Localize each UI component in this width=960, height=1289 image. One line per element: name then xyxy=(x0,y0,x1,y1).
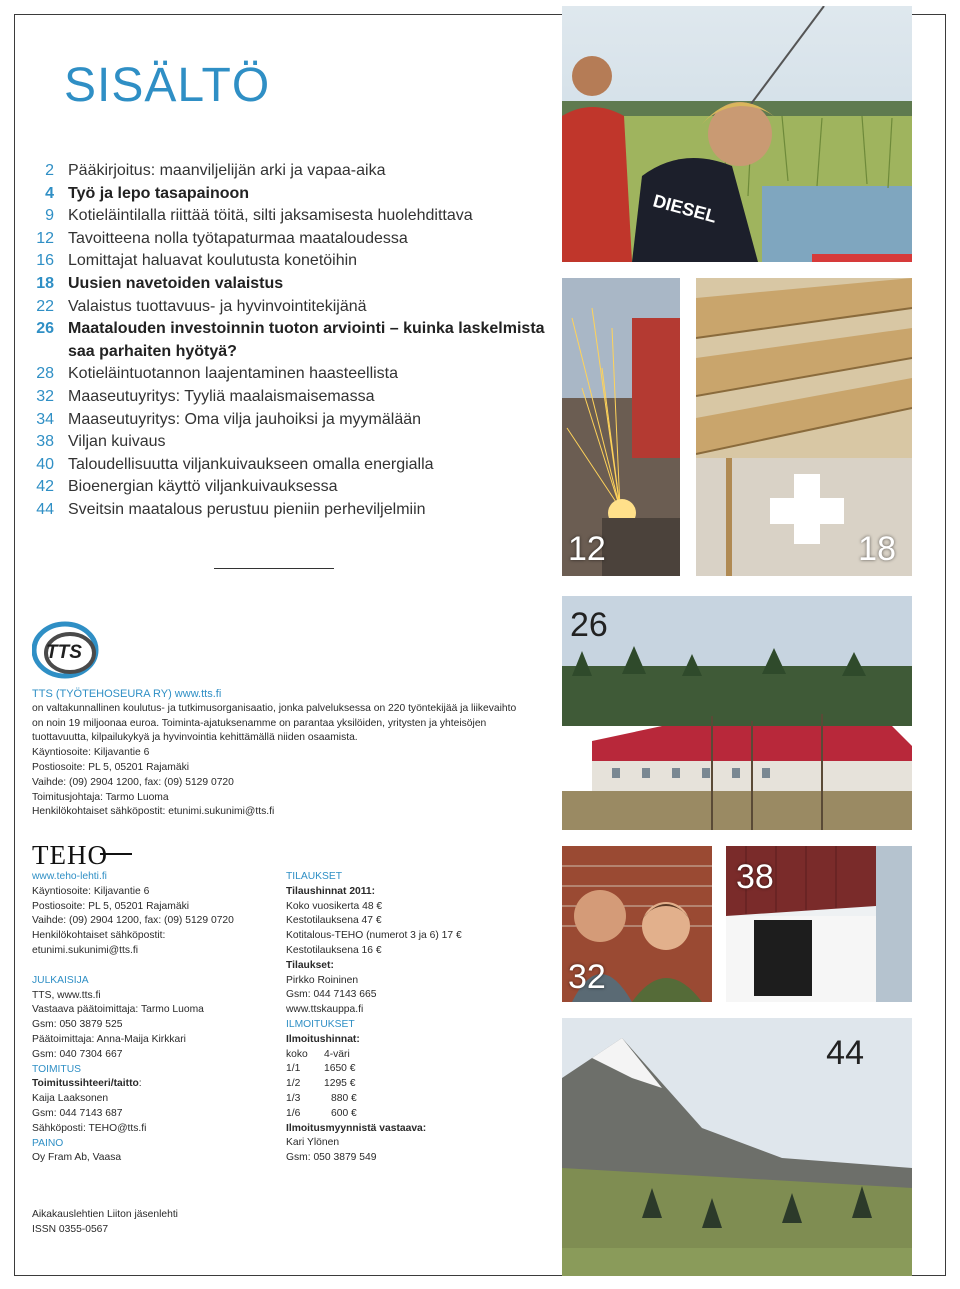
toc-page-number: 44 xyxy=(36,500,54,518)
publisher-heading: JULKAISIJA xyxy=(32,974,89,986)
ad-price-row xyxy=(286,1048,506,1063)
ad-price: 4-väri xyxy=(324,1048,350,1060)
ad-size: koko xyxy=(286,1048,308,1060)
tts-line: Vaihde: (09) 2904 1200, fax: (09) 5129 0720 xyxy=(32,776,234,788)
toc-title: Valaistus tuottavuus- ja hyvinvointitekijänä xyxy=(68,297,367,315)
toc-page-number: 38 xyxy=(36,433,54,451)
toc-item[interactable] xyxy=(26,499,546,522)
ad-price-row xyxy=(286,1107,506,1122)
orders-line: www.ttskauppa.fi xyxy=(286,1004,364,1016)
publisher-line: Vastaava päätoimittaja: Tarmo Luoma xyxy=(32,1004,204,1016)
tts-line: Toimitusjohtaja: Tarmo Luoma xyxy=(32,791,169,803)
toc-item[interactable] xyxy=(26,160,546,183)
toc-title: Kotieläintuotannon laajentaminen haasteellista xyxy=(68,365,399,383)
ad-price: 1295 € xyxy=(324,1078,356,1090)
teho-website-link[interactable]: www.teho-lehti.fi xyxy=(32,871,107,882)
toc-page-number: 9 xyxy=(45,207,54,225)
ads-prices-heading: Ilmoitushinnat: xyxy=(286,1033,360,1045)
toc-title: Kotieläintilalla riittää töitä, silti jaksamisesta huolehdittava xyxy=(68,207,473,225)
editorial-line: Gsm: 044 7143 687 xyxy=(32,1107,123,1119)
tts-line: Henkilökohtaiset sähköpostit: etunimi.sukunimi@tts.fi xyxy=(32,806,275,818)
orders-line: Gsm: 044 7143 665 xyxy=(286,989,377,1001)
ad-size: 1/1 xyxy=(286,1063,301,1075)
toc-title: Maatalouden investoinnin tuoton arviointi – kuinka laskelmista saa parhaiten hyötyä? xyxy=(68,320,545,360)
toc-title: Viljan kuivaus xyxy=(68,433,166,451)
price-line: Kestotilauksena 16 € xyxy=(286,944,382,956)
ad-price: 880 € xyxy=(331,1092,357,1104)
toc-item[interactable] xyxy=(26,386,546,409)
publisher-line: Gsm: 040 7304 667 xyxy=(32,1048,123,1060)
toc-item[interactable] xyxy=(26,318,546,363)
toc-title: Maaseutuyritys: Tyyliä maalaismaisemassa xyxy=(68,387,375,405)
photo-farm-building xyxy=(562,596,912,830)
svg-text:DIESEL: DIESEL xyxy=(650,190,719,227)
teho-logo xyxy=(32,842,136,870)
toc-item[interactable] xyxy=(26,273,546,296)
orders-heading: TILAUKSET xyxy=(286,871,343,882)
photo-label-38: 38 xyxy=(736,858,774,896)
photo-label-18: 18 xyxy=(858,530,896,568)
toc-item[interactable] xyxy=(26,205,546,228)
ads-heading: ILMOITUKSET xyxy=(286,1018,355,1030)
teho-column xyxy=(32,870,262,1166)
toc-item[interactable] xyxy=(26,409,546,432)
toc-item[interactable] xyxy=(26,296,546,319)
ad-price-row xyxy=(286,1062,506,1077)
toc-page-number: 34 xyxy=(36,410,54,428)
price-line: Kotitalous-TEHO (numerot 3 ja 6) 17 € xyxy=(286,930,462,942)
publisher-line: Gsm: 050 3879 525 xyxy=(32,1019,123,1031)
tts-line: Postiosoite: PL 5, 05201 Rajamäki xyxy=(32,761,190,773)
page-title: SISÄLTÖ xyxy=(64,59,271,112)
toc-item[interactable] xyxy=(26,183,546,206)
editorial-role-colon: : xyxy=(138,1078,142,1090)
tts-line: tuottavuutta, kilpailukykyä ja hyvinvointia kehittämällä niiden osaamista. xyxy=(32,732,358,744)
price-line: Koko vuosikerta 48 € xyxy=(286,900,383,912)
tts-info xyxy=(32,687,532,820)
toc-page-number: 26 xyxy=(36,320,54,338)
teho-line: etunimi.sukunimi@tts.fi xyxy=(32,944,139,956)
toc-page-number: 18 xyxy=(36,274,54,292)
ad-size: 1/6 xyxy=(286,1107,301,1119)
toc-title: Työ ja lepo tasapainoon xyxy=(68,184,250,202)
footer-line: ISSN 0355-0567 xyxy=(32,1223,109,1235)
footer-line: Aikakauslehtien Liiton jäsenlehti xyxy=(32,1209,178,1220)
teho-logo-text: TEHO xyxy=(32,842,108,870)
photo-grinding xyxy=(562,278,680,576)
toc-title: Sveitsin maatalous perustuu pieniin perheviljelmiin xyxy=(68,500,426,518)
toc-title: Pääkirjoitus: maanviljelijän arki ja vapaa-aika xyxy=(68,162,386,179)
orders-column xyxy=(286,870,506,1166)
toc-title: Tavoitteena nolla työtapaturmaa maataloudessa xyxy=(68,229,408,247)
footer xyxy=(32,1208,178,1238)
tts-line: Käyntiosoite: Kiljavantie 6 xyxy=(32,747,150,759)
photo-label-32: 32 xyxy=(568,958,606,996)
toc-page-number: 4 xyxy=(45,184,54,202)
orders-line: Pirkko Roininen xyxy=(286,974,359,986)
photo-fishing xyxy=(562,6,912,262)
orders-subheading: Tilaukset: xyxy=(286,959,334,971)
toc-item[interactable] xyxy=(26,431,546,454)
toc-title: Bioenergian käyttö viljankuivauksessa xyxy=(68,478,338,496)
toc-title: Maaseutuyritys: Oma vilja jauhoiksi ja myymälään xyxy=(68,410,422,428)
toc-item[interactable] xyxy=(26,228,546,251)
ad-price-row xyxy=(286,1077,506,1092)
toc-page-number: 2 xyxy=(45,162,54,179)
ads-contact-line: Kari Ylönen xyxy=(286,1137,340,1149)
teho-line: Henkilökohtaiset sähköpostit: xyxy=(32,930,166,942)
tts-line: on valtakunnallinen koulutus- ja tutkimusorganisaatio, jonka palveluksessa on 220 työntekijää ja liikevaihto xyxy=(32,702,517,714)
toc-page-number: 42 xyxy=(36,478,54,496)
photo-label-26: 26 xyxy=(570,606,608,644)
ad-size: 1/3 xyxy=(286,1092,301,1104)
teho-line: Käyntiosoite: Kiljavantie 6 xyxy=(32,885,150,897)
photo-grain-dryer xyxy=(726,846,912,1002)
divider xyxy=(214,568,334,569)
teho-line: Vaihde: (09) 2904 1200, fax: (09) 5129 0720 xyxy=(32,915,234,927)
ad-price: 600 € xyxy=(331,1107,357,1119)
publisher-line: Päätoimittaja: Anna-Maija Kirkkari xyxy=(32,1033,186,1045)
toc-item[interactable] xyxy=(26,454,546,477)
ad-price: 1650 € xyxy=(324,1063,356,1075)
toc-page-number: 40 xyxy=(36,455,54,473)
editorial-line: Kaija Laaksonen xyxy=(32,1093,109,1105)
toc-item[interactable] xyxy=(26,250,546,273)
ad-size: 1/2 xyxy=(286,1078,301,1090)
print-line: Oy Fram Ab, Vaasa xyxy=(32,1152,122,1164)
teho-line: Postiosoite: PL 5, 05201 Rajamäki xyxy=(32,900,190,912)
editorial-role: Toimitussihteeri/taitto xyxy=(32,1078,139,1090)
toc-page-number: 12 xyxy=(36,229,54,247)
prices-heading: Tilaushinnat 2011: xyxy=(286,885,376,897)
tts-logo xyxy=(32,620,102,680)
ads-contact-heading: Ilmoitusmyynnistä vastaava: xyxy=(286,1122,427,1134)
editorial-heading: TOIMITUS xyxy=(32,1063,82,1075)
ads-contact-line: Gsm: 050 3879 549 xyxy=(286,1152,377,1164)
price-line: Kestotilauksena 47 € xyxy=(286,915,382,927)
tts-line: on noin 19 miljoonaa euroa. Toiminta-ajatuksenamme on parantaa yksilöiden, yritysten ja yhteisöjen xyxy=(32,717,487,729)
editorial-line: Sähköposti: TEHO@tts.fi xyxy=(32,1122,147,1134)
toc-title: Lomittajat haluavat koulutusta konetöihin xyxy=(68,252,358,270)
toc-page-number: 16 xyxy=(36,252,54,270)
toc-title: Taloudellisuutta viljankuivaukseen omalla energialla xyxy=(68,455,434,473)
toc-title: Uusien navetoiden valaistus xyxy=(68,274,284,292)
print-heading: PAINO xyxy=(32,1137,64,1149)
toc-page-number: 22 xyxy=(36,297,54,315)
photo-swiss-alps xyxy=(562,1018,912,1276)
tts-heading: TTS (TYÖTEHOSEURA RY) www.tts.fi xyxy=(32,688,222,700)
photo-label-44: 44 xyxy=(826,1034,864,1072)
photo-barn-ceiling xyxy=(696,278,912,576)
toc-page-number: 28 xyxy=(36,365,54,383)
publisher-line: TTS, www.tts.fi xyxy=(32,989,101,1001)
toc-item[interactable] xyxy=(26,363,546,386)
table-of-contents xyxy=(26,160,546,522)
toc-page-number: 32 xyxy=(36,387,54,405)
photo-label-12: 12 xyxy=(568,530,606,568)
photo-couple xyxy=(562,846,712,1002)
tts-logo-text: TTS xyxy=(46,642,82,663)
toc-item[interactable] xyxy=(26,476,546,499)
ad-price-row xyxy=(286,1092,506,1107)
